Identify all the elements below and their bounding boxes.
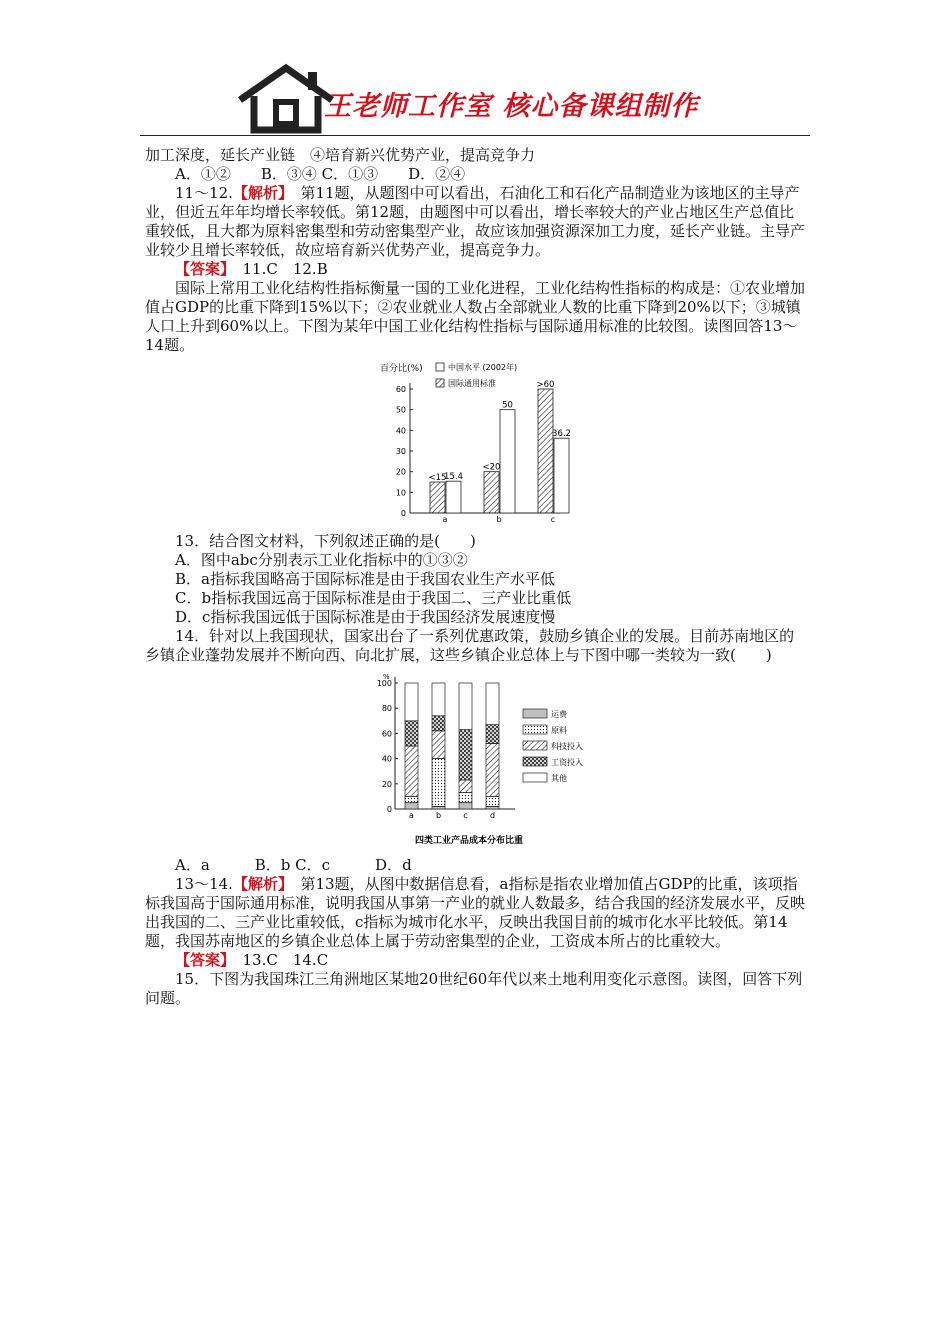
segment-c-其他 (459, 683, 472, 730)
bar-china-a (446, 481, 461, 513)
legend-swatch-standard (436, 379, 444, 387)
y-tick-label: 60 (381, 729, 392, 739)
answer-13-14 (145, 951, 807, 970)
y-tick-label: 30 (395, 447, 406, 456)
analysis-11-12 (145, 184, 807, 260)
analysis-label-2: 【解析】 (232, 875, 286, 893)
segment-a-原料 (405, 796, 418, 802)
segment-a-工资投入 (405, 721, 418, 746)
y-axis-label: % (383, 673, 390, 681)
x-tick-label-a: a (442, 515, 448, 524)
legend-swatch-其他 (523, 773, 547, 782)
legend-swatch-运费 (523, 709, 547, 718)
analysis-13-text: 第13题，从图中数据信息看，a指标是指农业增加值占GDP的比重，该项指标我国高于国际通用标准，说明我国从事第一产业的就业人数最多，结合我国的经济发展水平，反映出我国的二、三产业比重较低，c指标为城市化水平，反映出我国目前的城市化水平比较低。第14题，我国苏南地区的乡镇企业总体上属于劳动密集型的企业，工资成本所占的比重较大。 (145, 875, 806, 950)
y-tick-label: 20 (381, 779, 392, 789)
answer-13-text: 13.C 14.C (227, 951, 329, 969)
answer-11-12 (145, 260, 807, 279)
legend-label-其他: 其他 (551, 774, 567, 783)
house-logo-icon (236, 62, 336, 134)
analysis-label: 【解析】 (232, 184, 286, 202)
segment-d-原料 (486, 796, 499, 806)
segment-d-科技投入 (486, 743, 499, 796)
x-tick-label-d: d (489, 811, 496, 820)
q13-option-c: C．b指标我国远高于国际标准是由于我国二、三产业比重低 (175, 589, 572, 607)
bar-china-c (554, 438, 569, 513)
analysis-11-prefix: 11～12. (175, 184, 233, 202)
y-tick-label: 10 (395, 488, 406, 498)
segment-c-运费 (459, 803, 472, 809)
industrialization-bar-chart (380, 361, 570, 523)
legend-label-standard: 国际通用标准 (448, 379, 496, 388)
cost-distribution-chart (376, 671, 583, 847)
analysis-13-14 (145, 875, 807, 951)
y-tick-label: 60 (395, 385, 406, 394)
q14-options: A．a B．b C．c D．d (175, 856, 412, 874)
analysis-11-text: 第11题，从题图中可以看出，石油化工和石化产品制造业为该地区的主导产业，但近五年年均增长率较低。第12题，由题图中可以看出，增长率较大的产业占地区生产总值比重较低，且大都为原料密集型和劳动密集型产业，故应该加强资源深加工力度，延长产业链。主导产业较少且增长率较低，故应培育新兴优势产业，提高竞争力。 (145, 184, 806, 259)
question-13: 13．结合图文材料，下列叙述正确的是( ) (175, 532, 476, 550)
segment-b-运费 (432, 806, 445, 809)
y-tick-label: 0 (386, 805, 392, 814)
page-header (140, 60, 810, 136)
legend-label-运费: 运费 (551, 710, 567, 719)
legend-swatch-原料 (523, 725, 547, 734)
answer-label-2: 【答案】 (175, 951, 228, 969)
bar-label-china-a: 15.4 (444, 472, 463, 483)
q13-option-a: A．图中abc分别表示工业化指标中的①③② (175, 551, 468, 569)
y-tick-label: 0 (400, 509, 406, 518)
legend-swatch-工资投入 (523, 757, 547, 766)
legend-label-工资投入: 工资投入 (551, 758, 583, 767)
y-tick-label: 40 (395, 426, 406, 436)
header-divider (140, 135, 810, 136)
question-14: 14．针对以上我国现状，国家出台了一系列优惠政策，鼓励乡镇企业的发展。目前苏南地区的乡镇企业蓬勃发展并不断向西、向北扩展，这些乡镇企业总体上与下图中哪一类较为一致( ) (145, 627, 795, 664)
segment-b-科技投入 (432, 731, 445, 759)
y-tick-label: 50 (395, 405, 406, 415)
answer-11-text: 11.C 12.B (227, 260, 328, 278)
segment-d-工资投入 (486, 725, 499, 744)
intro-13-14: 国际上常用工业化结构性指标衡量一国的工业化进程，工业化结构性指标的构成是：①农业增加值占GDP的比重下降到15%以下；②农业就业人数占全部就业人数的比重下降到20%以下；③城镇人口上升到60%以上。下图为某年中国工业化结构性指标与国际通用标准的比较图。读图回答13～14题。 (145, 279, 806, 354)
bar-label-standard-a: <15 (428, 473, 447, 483)
y-tick-label: 100 (376, 679, 392, 688)
legend-label-原料: 原料 (551, 726, 567, 735)
segment-b-工资投入 (432, 716, 445, 731)
y-axis-label: 百分比(%) (380, 364, 423, 374)
answer-label: 【答案】 (175, 260, 228, 278)
segment-b-其他 (432, 683, 445, 716)
segment-b-原料 (432, 759, 445, 807)
x-tick-label-c: c (550, 515, 556, 524)
y-tick-label: 80 (381, 704, 392, 714)
y-tick-label: 40 (381, 754, 392, 764)
bar-standard-a (430, 482, 445, 513)
bar-label-standard-c: >60 (536, 380, 555, 390)
q13-option-d: D．c指标我国远低于国际标准是由于我国经济发展速度慢 (175, 608, 556, 626)
q12-options: A．①② B．③④ C．①③ D．②④ (175, 165, 466, 183)
bar-label-china-b: 50 (502, 400, 513, 411)
q12-option-line: 加工深度，延长产业链 ④培育新兴优势产业，提高竞争力 (145, 146, 536, 164)
bar-china-b (500, 410, 515, 513)
segment-d-运费 (486, 806, 499, 809)
y-tick-label: 20 (395, 467, 406, 477)
segment-a-其他 (405, 683, 418, 721)
segment-a-科技投入 (405, 746, 418, 796)
q13-option-b: B．a指标我国略高于国际标准是由于我国农业生产水平低 (175, 570, 555, 588)
segment-a-运费 (405, 803, 418, 809)
bar-label-standard-b: <20 (482, 462, 501, 473)
legend-swatch-china (436, 363, 444, 371)
bar-standard-c (538, 389, 553, 513)
segment-c-科技投入 (459, 780, 472, 793)
segment-d-其他 (486, 683, 499, 725)
segment-c-原料 (459, 793, 472, 803)
legend-label-科技投入: 科技投入 (551, 742, 583, 751)
x-tick-label-c: c (463, 811, 468, 820)
brand-title: 王老师工作室 核心备课组制作 (324, 91, 699, 122)
chart-title: 四类工业产品成本分布比重 (414, 836, 524, 846)
x-tick-label-b: b (496, 515, 502, 524)
segment-c-工资投入 (459, 730, 472, 780)
analysis-13-prefix: 13～14. (175, 875, 233, 893)
document-body (145, 146, 807, 1008)
legend-label-china: 中国水平 (2002年) (448, 363, 518, 372)
x-tick-label-b: b (435, 811, 442, 820)
question-15: 15．下图为我国珠江三角洲地区某地20世纪60年代以来土地利用变化示意图。读图，回答下列问题。 (145, 970, 803, 1007)
x-tick-label-a: a (409, 811, 414, 820)
legend-swatch-科技投入 (523, 741, 547, 750)
bar-standard-b (484, 472, 499, 513)
bar-label-china-c: 36.2 (552, 429, 571, 440)
